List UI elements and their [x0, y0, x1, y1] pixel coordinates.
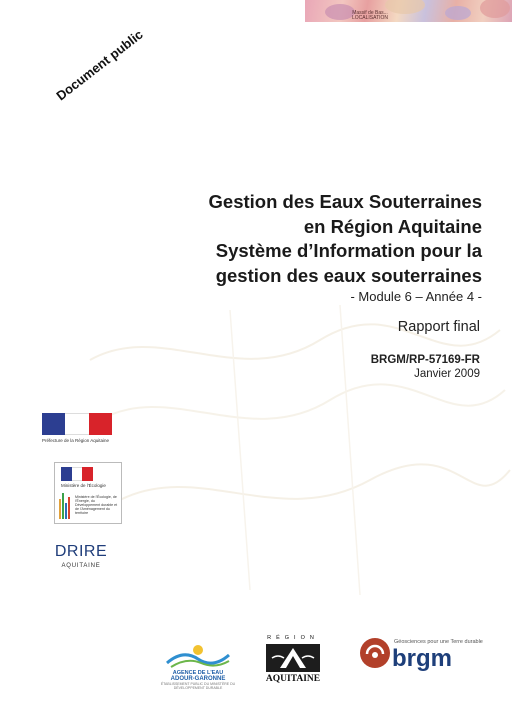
drire-logo [46, 543, 116, 569]
report-date: Janvier 2009 [414, 368, 480, 380]
brgm-name: brgm [392, 645, 452, 672]
report-type: Rapport final [397, 319, 480, 335]
agence-eau-logo [160, 643, 236, 690]
document-stamp: Document public [53, 26, 146, 104]
map-caption: Massif de Bas... LOCALISATION [351, 10, 389, 21]
water-wave-icon [163, 643, 233, 669]
french-flag-icon [42, 413, 112, 435]
agency-name-line1: AGENCE DE L'EAU [172, 670, 224, 676]
title-line: Système d’Information pour la [215, 240, 482, 261]
ministry-logo [54, 462, 122, 524]
brgm-circle-icon [360, 638, 390, 668]
aquitaine-name: AQUITAINE [265, 674, 321, 684]
prefecture-logo [42, 413, 120, 443]
background-map-sketch [80, 300, 512, 600]
ministry-bars-icon [59, 493, 73, 519]
french-flag-icon [61, 467, 93, 481]
agency-name-line2: ADOUR-GARONNE [170, 676, 226, 682]
brgm-tagline: Géosciences pour une Terre durable [394, 639, 483, 645]
drire-name: DRIRE [54, 543, 108, 560]
prefecture-caption: Préfecture de la Région Aquitaine [42, 438, 110, 443]
region-aquitaine-logo [262, 635, 324, 684]
ministry-caption: Ministère de l'Écologie [61, 483, 106, 488]
report-number: BRGM/RP-57169-FR [370, 354, 480, 366]
agency-name-line3: ÉTABLISSEMENT PUBLIC DU MINISTÈRE DU DÉVELOPPEMENT DURABLE [160, 682, 236, 690]
title-line: Gestion des Eaux Souterraines [208, 191, 482, 212]
drire-region: AQUITAINE [61, 563, 101, 569]
title-block [209, 190, 482, 306]
aquitaine-emblem-icon [266, 644, 320, 672]
title-line: gestion des eaux souterraines [215, 264, 482, 286]
title-line: en Région Aquitaine [303, 215, 482, 237]
region-label: RÉGION [267, 635, 319, 641]
subtitle: - Module 6 – Année 4 - [350, 289, 482, 304]
ministry-detail: Ministère de l'Écologie, de l'Énergie, du Développement durable et de l'Aménagement du territoire [75, 495, 118, 515]
